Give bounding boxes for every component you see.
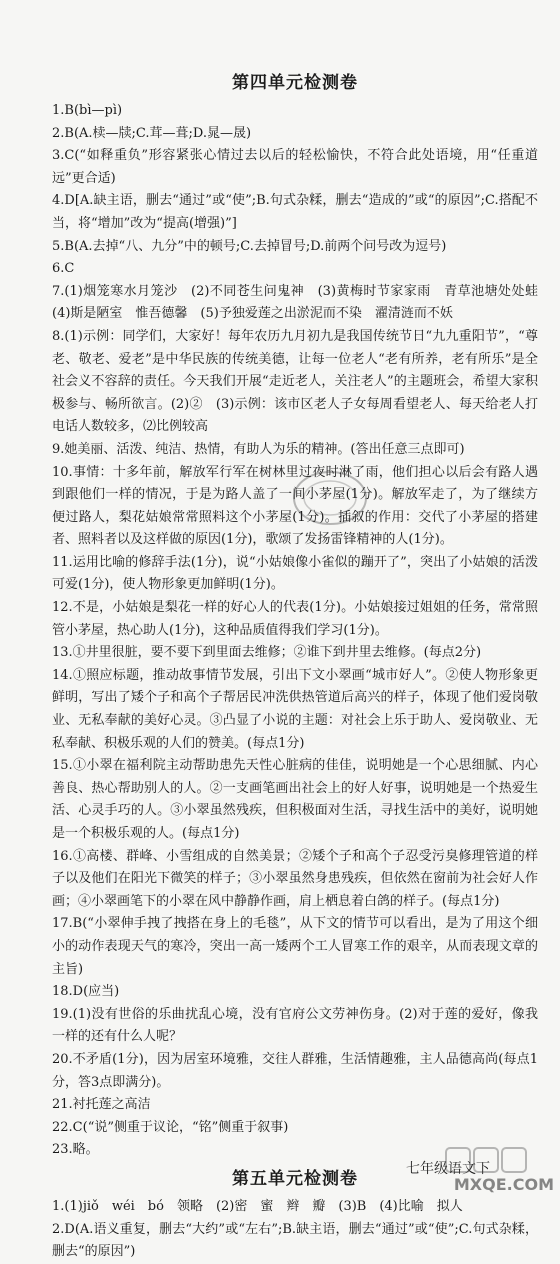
answer-item: 16.①高楼、群峰、小雪组成的自然美景；②矮个子和高个子忍受污臭修理管道的样子以及他们在阳光下微笑的样子；③小翠虽然身患残疾，但依然在窗前为社会好人作画；④小翠画笔下的小翠在风中静静作画，肩上栖息着白鸽的样子。(每点1分) — [52, 848, 538, 909]
answer-list-unit5 — [52, 1196, 538, 1264]
answer-item: 7.(1)烟笼寒水月笼沙 (2)不同苍生问鬼神 (3)黄梅时节家家雨 青草池塘处处蛙 (4)斯是陋室 惟吾德馨 (5)予独爱莲之出淤泥而不染 濯清涟而不妖 — [52, 283, 552, 322]
answer-item: 1.(1)jiǒ wéi bó 领略 (2)密 蜜 辫 瓣 (3)B (4)比喻 拟人 — [52, 1198, 463, 1214]
answer-item: 5.B(A.去掉“八、九分”中的顿号;C.去掉冒号;D.前两个问号改为逗号) — [52, 238, 447, 254]
answer-item: 2.B(A.椟—牍;C.茸—葺;D.晁—晟) — [52, 125, 252, 141]
section-title-unit5: 第五单元检测卷 — [232, 1168, 358, 1189]
circular-stamp-icon — [290, 468, 370, 528]
answer-item: 14.①照应标题，推动故事情节发展，引出下文小翠画“城市好人”。②使人物形象更鲜明，写出了矮个子和高个子帮居民冲洗供热管道后高兴的样子，体现了他们爱岗敬业、无私奉献的美好心灵。③凸显了小说的主题：对社会上乐于助人、爱岗敬业、无私奉献、积极乐观的人们的赞美。(每点1分) — [52, 667, 538, 751]
answer-item: 23.略。 — [52, 1142, 99, 1158]
answer-item: 22.C(“说”侧重于议论，“铭”侧重于叙事) — [52, 1119, 289, 1135]
answer-item: 21.衬托莲之高洁 — [52, 1097, 151, 1113]
answer-item: 12.不是，小姑娘是梨花一样的好心人的代表(1分)。小姑娘接过姐姐的任务，常常照管小茅屋，热心助人(1分)，这种品质值得我们学习(1分)。 — [52, 600, 538, 638]
answer-item: 9.她美丽、活泼、纯洁、热情，有助人为乐的精神。(答出任意三点即可) — [52, 441, 465, 457]
answer-item: 4.D[A.缺主语，删去“通过”或“使”;B.句式杂糅，删去“造成的”或“的原因”;C.搭配不当，将“增加”改为“提高(增强)”] — [52, 193, 538, 231]
answer-item: 19.(1)没有世俗的乐曲扰乱心境，没有官府公文劳神伤身。(2)对于莲的爱好，像我一样的还有什么人呢？ — [52, 1006, 538, 1045]
answer-item: 18.D(应当) — [52, 984, 120, 1000]
answer-item: 10.事情：十多年前，解放军行军在树林里过夜时淋了雨，他们担心以后会有路人遇到跟他们一样的情况，于是为路人盖了一间小茅屋(1分)。解放军走了，为了继续方便过路人，梨花姑娘常常照料这个小茅屋(1分)。插叙的作用：交代了小茅屋的搭建者、照料者以及这样做的原因(1分)，歌颂了发扬雷锋精神的人(1分)。 — [52, 464, 538, 548]
page-footer-grade: 七年级语文下 — [406, 1161, 490, 1177]
section-title-unit4: 第四单元检测卷 — [232, 73, 358, 93]
answer-item: 17.B(“小翠伸手拽了拽搭在身上的毛毯”，从下文的情节可以看出，是为了用这个细小的动作表现天气的寒冷，突出一高一矮两个工人冒寒工作的艰辛，从而表现文章的主旨) — [52, 916, 538, 977]
answer-item: 13.①井里很脏，要不要下到里面去维修；②谁下到井里去维修。(每点2分) — [52, 645, 482, 661]
answer-item: 11.运用比喻的修辞手法(1分)，说“小姑娘像小雀似的蹦开了”，突出了小姑娘的活泼可爱(1分)，使人物形象更加鲜明(1分)。 — [52, 554, 538, 593]
answer-item: 6.C — [52, 261, 75, 277]
answer-item: 1.B(bì—pì) — [52, 103, 123, 118]
watermark-text: MXQE.COM — [453, 1175, 554, 1194]
answer-item: 8.(1)示例：同学们，大家好！每年农历九月初九是我国传统节日“九九重阳节”，“尊老、敬老、爱老”是中华民族的传统美德，让每一位老人“老有所养，老有所乐”是全社会义不容辞的责任。今天我们开展“走近老人，关注老人”的主题班会，希望大家积极参与、畅所欲言。(2)② (3)示例：该市区老人子女每周看望老人、每天给老人打电话人数较多，⑵比例较高 — [52, 328, 538, 435]
answer-item: 2.D(A.语义重复，删去“大约”或“左右”;B.缺主语，删去“通过”或“使”;C.句式杂糅，删去“的原因”) — [52, 1221, 538, 1260]
answer-item: 20.不矛盾(1分)，因为居室环境雅，交往人群雅，生活情趣雅，主人品德高尚(每点1分，答3点即满分)。 — [52, 1051, 538, 1090]
answer-list-unit4 — [52, 100, 552, 1162]
answer-item: 15.①小翠在福利院主动帮助患先天性心脏病的佳佳，说明她是一个心思细腻、内心善良、热心帮助别人的人。②一支画笔画出社会上的好人好事，说明她是一个热爱生活、心灵手巧的人。③小翠虽然残疾，但积极面对生活，寻找生活中的美好，说明她是一个积极乐观的人。(每点1分) — [52, 758, 538, 841]
answer-item: 3.C(“如释重负”形容紧张心情过去以后的轻松愉快，不符合此处语境，用“任重道远”更合适) — [52, 148, 538, 186]
